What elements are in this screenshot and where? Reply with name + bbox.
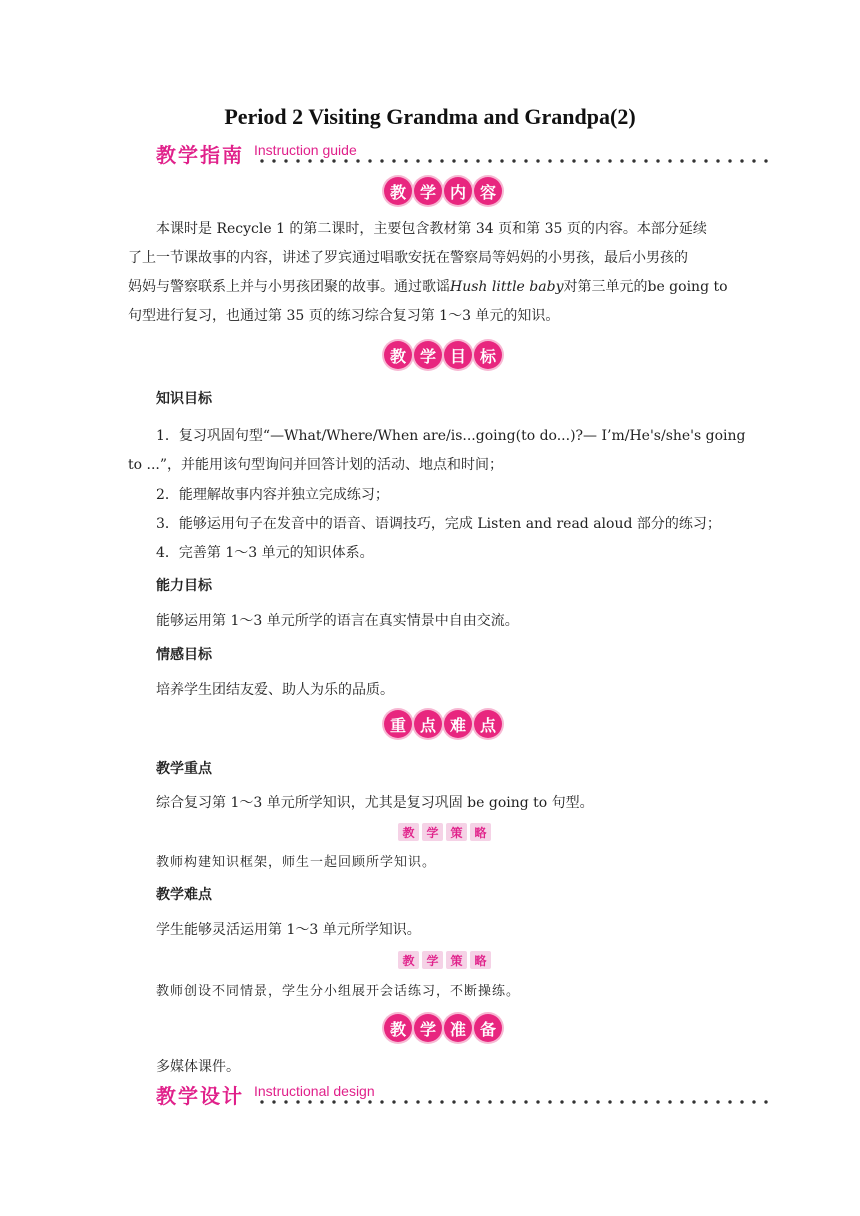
badge-char: 容 — [474, 177, 502, 205]
key-strategy-text: 教师构建知识框架，师生一起回顾所学知识。 — [156, 855, 437, 870]
badge-char: 教 — [384, 177, 412, 205]
content-para-line-3a: 妈妈与警察联系上并与小男孩团聚的故事。通过歌谣 — [128, 279, 450, 295]
badge-teaching-content — [384, 177, 502, 205]
badge-char: 教 — [398, 951, 419, 969]
badge-strategy-1 — [398, 823, 491, 841]
key-points-label: 教学重点 — [156, 761, 212, 777]
knowledge-item-2: 2．能理解故事内容并独立完成练习； — [156, 487, 389, 503]
guide-header-zh: 教学指南 — [156, 143, 244, 167]
badge-char: 学 — [414, 341, 442, 369]
badge-key-difficult — [384, 710, 502, 738]
badge-char: 标 — [474, 341, 502, 369]
badge-char: 准 — [444, 1014, 472, 1042]
content-para-line-3c: 对第三单元的be going to — [563, 279, 728, 295]
ability-goals-text: 能够运用第 1～3 单元所学的语言在真实情景中自由交流。 — [156, 613, 519, 629]
badge-char: 重 — [384, 710, 412, 738]
prep-text: 多媒体课件。 — [156, 1059, 240, 1075]
badge-char: 点 — [474, 710, 502, 738]
content-para-line-1: 本课时是 Recycle 1 的第二课时，主要包含教材第 34 页和第 35 页的内容。本部分延续 — [156, 221, 707, 237]
content-para-line-4: 句型进行复习，也通过第 35 页的练习综合复习第 1～3 单元的知识。 — [128, 308, 560, 324]
badge-char: 难 — [444, 710, 472, 738]
design-header-en: Instructional design — [254, 1083, 375, 1099]
guide-header-en: Instruction guide — [254, 142, 357, 158]
badge-teaching-goals — [384, 341, 502, 369]
badge-char: 目 — [444, 341, 472, 369]
ability-goals-label: 能力目标 — [156, 578, 212, 594]
difficult-points-label: 教学难点 — [156, 887, 212, 903]
dotted-divider — [256, 158, 768, 164]
difficult-strategy-text: 教师创设不同情景，学生分小组展开会话练习，不断操练。 — [156, 984, 521, 999]
badge-strategy-2 — [398, 951, 491, 969]
key-points-text: 综合复习第 1～3 单元所学知识，尤其是复习巩固 be going to 句型。 — [156, 795, 594, 811]
badge-teaching-prep — [384, 1014, 502, 1042]
design-header-zh: 教学设计 — [156, 1084, 244, 1108]
badge-char: 略 — [470, 823, 491, 841]
badge-char: 内 — [444, 177, 472, 205]
badge-char: 策 — [446, 951, 467, 969]
badge-char: 教 — [398, 823, 419, 841]
knowledge-goals-label: 知识目标 — [156, 391, 212, 407]
emotion-goals-text: 培养学生团结友爱、助人为乐的品质。 — [156, 682, 394, 698]
badge-char: 教 — [384, 341, 412, 369]
badge-char: 教 — [384, 1014, 412, 1042]
page-title: Period 2 Visiting Grandma and Grandpa(2) — [224, 104, 636, 129]
badge-char: 备 — [474, 1014, 502, 1042]
knowledge-item-4: 4．完善第 1～3 单元的知识体系。 — [156, 545, 374, 561]
knowledge-item-3: 3．能够运用句子在发音中的语音、语调技巧，完成 Listen and read aloud 部分的练习； — [156, 516, 721, 532]
badge-char: 学 — [422, 823, 443, 841]
badge-char: 学 — [422, 951, 443, 969]
content-para-line-3 — [128, 276, 733, 296]
badge-char: 点 — [414, 710, 442, 738]
song-title: Hush little baby — [450, 279, 564, 295]
knowledge-item-1b: to ...”，并能用该句型询问并回答计划的活动、地点和时间； — [128, 457, 504, 473]
badge-char: 学 — [414, 177, 442, 205]
difficult-points-text: 学生能够灵活运用第 1～3 单元所学知识。 — [156, 922, 421, 938]
dotted-divider — [256, 1099, 768, 1105]
badge-char: 策 — [446, 823, 467, 841]
emotion-goals-label: 情感目标 — [156, 647, 212, 663]
badge-char: 学 — [414, 1014, 442, 1042]
content-para-line-2: 了上一节课故事的内容，讲述了罗宾通过唱歌安抚在警察局等妈妈的小男孩，最后小男孩的 — [128, 250, 688, 266]
badge-char: 略 — [470, 951, 491, 969]
knowledge-item-1a: 1．复习巩固句型“—What/Where/When are/is...going(to do...)?— I’m/He's/she's going — [156, 428, 746, 444]
